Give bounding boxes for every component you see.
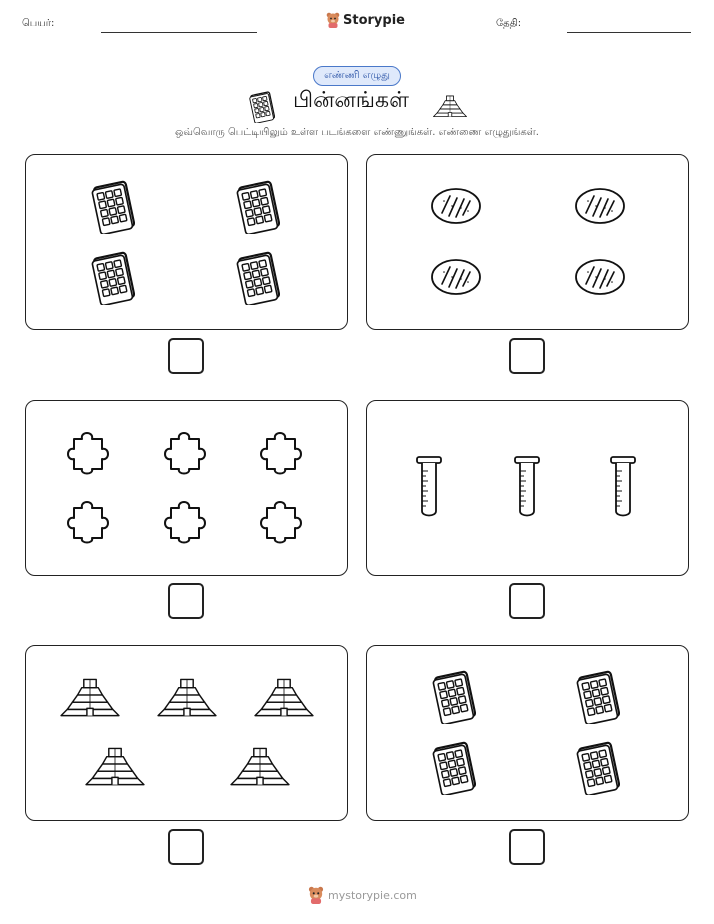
brand-name: Storypie	[343, 12, 405, 28]
name-field[interactable]	[101, 32, 257, 33]
pyramid-icon	[229, 743, 291, 789]
answer-box-2[interactable]	[509, 338, 545, 374]
answer-box-1[interactable]	[168, 338, 204, 374]
puzzle-piece-icon	[161, 427, 211, 477]
date-label: தேதி:	[496, 18, 522, 29]
worksheet-title: பின்னங்கள்	[293, 88, 409, 113]
answer-box-3[interactable]	[168, 583, 204, 619]
test-tube-icon	[414, 455, 444, 519]
activity-badge: எண்ணி எழுது	[313, 66, 401, 86]
test-tube-icon	[512, 455, 542, 519]
test-tube-icon	[608, 455, 638, 519]
waffle-icon	[576, 670, 620, 724]
puzzle-piece-icon	[161, 496, 211, 546]
answer-box-6[interactable]	[509, 829, 545, 865]
pyramid-icon	[432, 93, 468, 119]
waffle-icon	[432, 670, 476, 724]
waffle-icon	[91, 251, 135, 305]
bread-icon	[430, 186, 482, 226]
pyramid-icon	[84, 743, 146, 789]
bread-icon	[574, 186, 626, 226]
waffle-icon	[236, 180, 280, 234]
waffle-icon	[236, 251, 280, 305]
bear-mascot-icon	[326, 12, 340, 28]
puzzle-piece-icon	[64, 496, 114, 546]
puzzle-piece-icon	[257, 427, 307, 477]
footer	[308, 886, 417, 904]
answer-box-4[interactable]	[509, 583, 545, 619]
waffle-icon	[91, 180, 135, 234]
counting-panel-1	[25, 154, 348, 330]
waffle-icon	[576, 741, 620, 795]
waffle-icon	[432, 741, 476, 795]
bread-icon	[574, 257, 626, 297]
date-field[interactable]	[567, 32, 691, 33]
counting-panel-5	[25, 645, 348, 821]
puzzle-piece-icon	[257, 496, 307, 546]
bread-icon	[430, 257, 482, 297]
puzzle-piece-icon	[64, 427, 114, 477]
waffle-icon	[249, 91, 275, 123]
name-label: பெயர்:	[22, 18, 55, 29]
counting-panel-2	[366, 154, 689, 330]
counting-panel-6	[366, 645, 689, 821]
bear-mascot-icon	[308, 886, 324, 904]
pyramid-icon	[156, 674, 218, 720]
answer-box-5[interactable]	[168, 829, 204, 865]
brand-logo	[326, 12, 405, 28]
instruction-text: ஒவ்வொரு பெட்டியிலும் உள்ள படங்களை எண்ணுங்கள். எண்ணை எழுதுங்கள்.	[175, 127, 539, 138]
footer-site[interactable]: mystorypie.com	[328, 888, 417, 902]
pyramid-icon	[253, 674, 315, 720]
pyramid-icon	[59, 674, 121, 720]
